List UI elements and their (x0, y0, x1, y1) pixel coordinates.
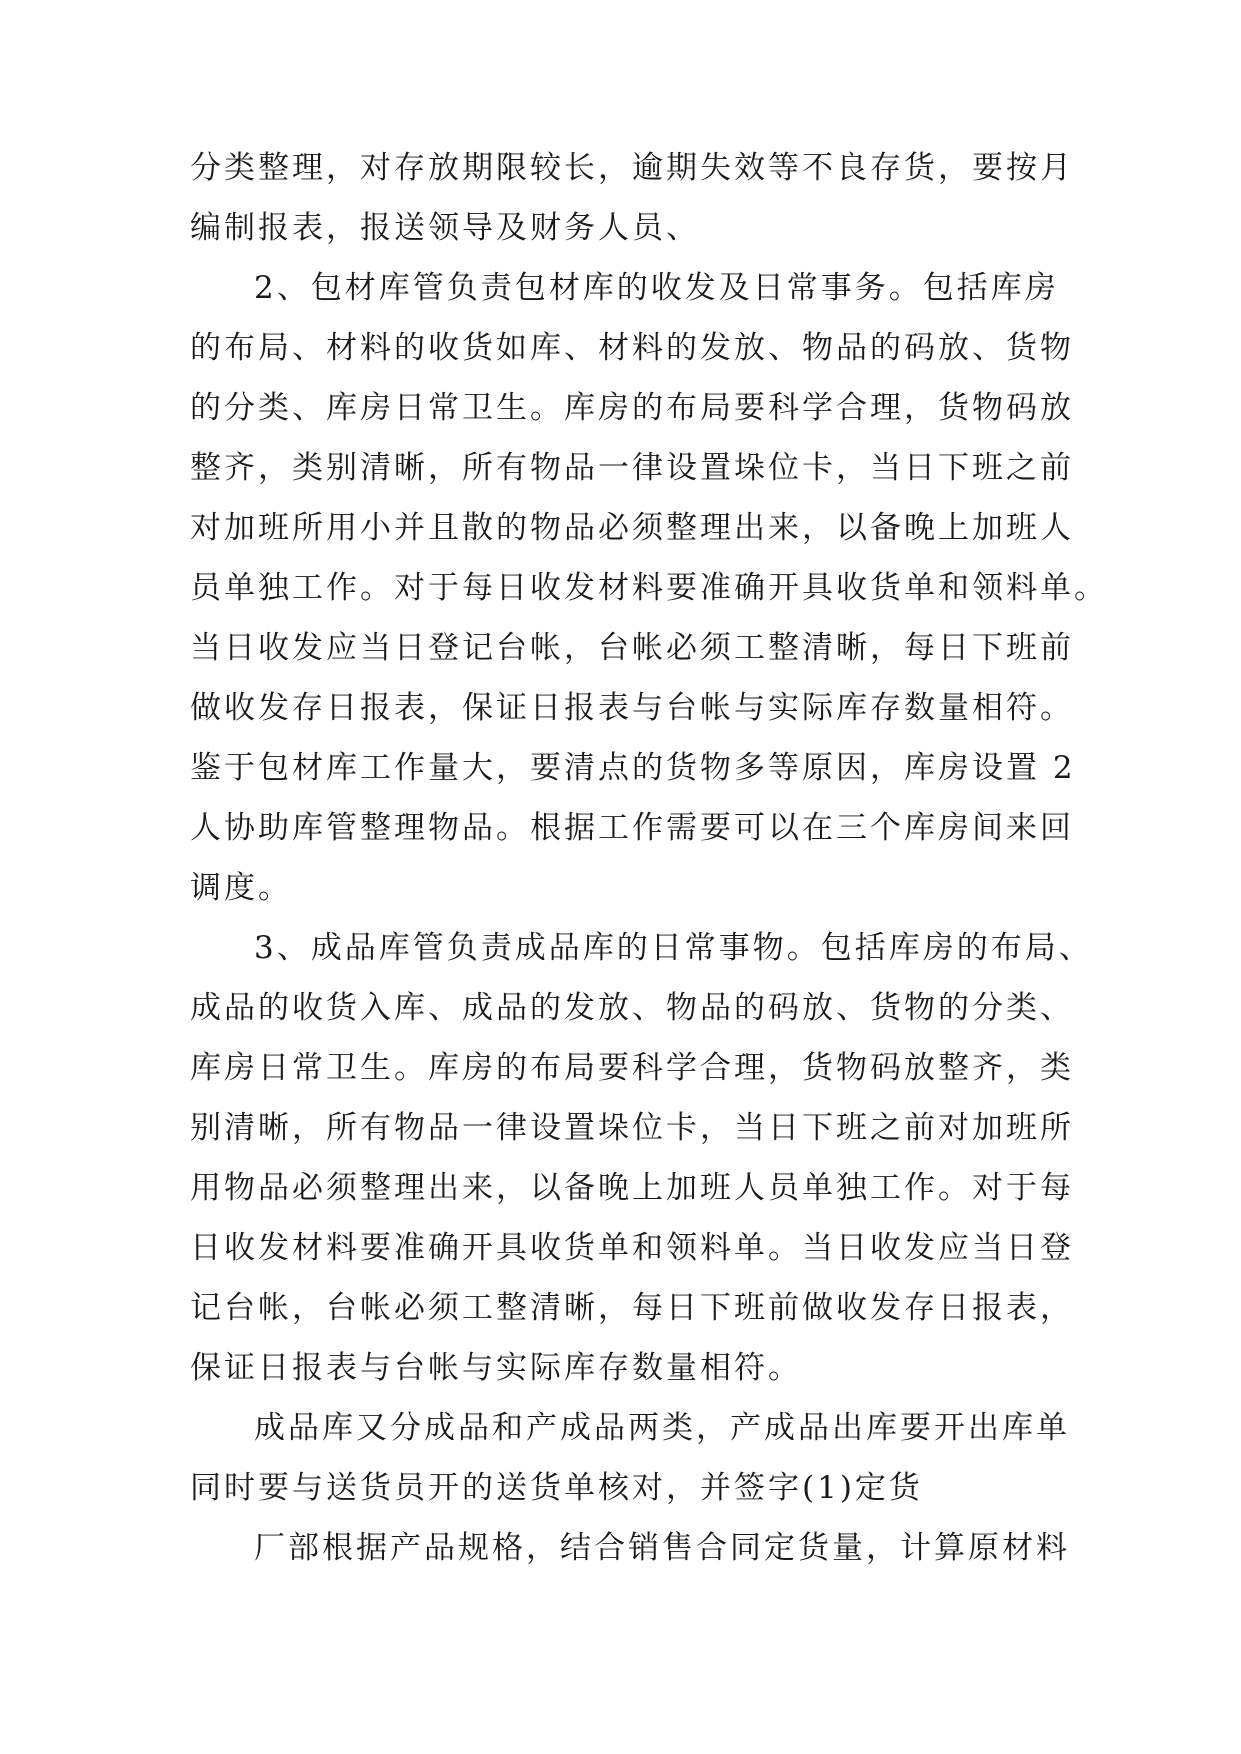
text-line: 记台帐，台帐必须工整清晰，每日下班前做收发存日报表， (190, 1290, 1074, 1326)
text-line: 成品的收货入库、成品的发放、物品的码放、货物的分类、 (190, 990, 1074, 1026)
text-line: 保证日报表与台帐与实际库存数量相符。 (190, 1350, 802, 1386)
text-line: 整齐，类别清晰，所有物品一律设置垛位卡，当日下班之前 (190, 450, 1074, 486)
paragraph-start-line: 成品库又分成品和产成品两类，产成品出库要开出库单 (254, 1410, 1070, 1446)
paragraph-start-line: 2、包材库管负责包材库的收发及日常事务。包括库房 (254, 270, 1059, 306)
text-line: 鉴于包材库工作量大，要清点的货物多等原因，库房设置 2 (190, 750, 1076, 786)
text-line: 的布局、材料的收货如库、材料的发放、物品的码放、货物 (190, 330, 1074, 366)
text-line: 做收发存日报表，保证日报表与台帐与实际库存数量相符。 (190, 690, 1074, 726)
text-line: 别清晰，所有物品一律设置垛位卡，当日下班之前对加班所 (190, 1110, 1074, 1146)
paragraph-start-line: 厂部根据产品规格，结合销售合同定货量，计算原材料 (254, 1530, 1070, 1566)
text-line: 员单独工作。对于每日收发材料要准确开具收货单和领料单。 (190, 570, 1108, 606)
text-line: 分类整理，对存放期限较长，逾期失效等不良存货，要按月 (190, 150, 1074, 186)
text-line: 的分类、库房日常卫生。库房的布局要科学合理，货物码放 (190, 390, 1074, 426)
paragraph-start-line: 3、成品库管负责成品库的日常事物。包括库房的布局、 (254, 930, 1093, 966)
text-line: 日收发材料要准确开具收货单和领料单。当日收发应当日登 (190, 1230, 1074, 1266)
text-line: 库房日常卫生。库房的布局要科学合理，货物码放整齐，类 (190, 1050, 1074, 1086)
text-line: 用物品必须整理出来，以备晚上加班人员单独工作。对于每 (190, 1170, 1074, 1206)
text-line: 同时要与送货员开的送货单核对，并签字(1)定货 (190, 1470, 923, 1506)
text-line: 对加班所用小并且散的物品必须整理出来，以备晚上加班人 (190, 510, 1074, 546)
text-line: 当日收发应当日登记台帐，台帐必须工整清晰，每日下班前 (190, 630, 1074, 666)
text-line: 编制报表，报送领导及财务人员、 (190, 210, 700, 246)
text-line: 调度。 (190, 870, 292, 906)
text-line: 人协助库管整理物品。根据工作需要可以在三个库房间来回 (190, 810, 1074, 846)
